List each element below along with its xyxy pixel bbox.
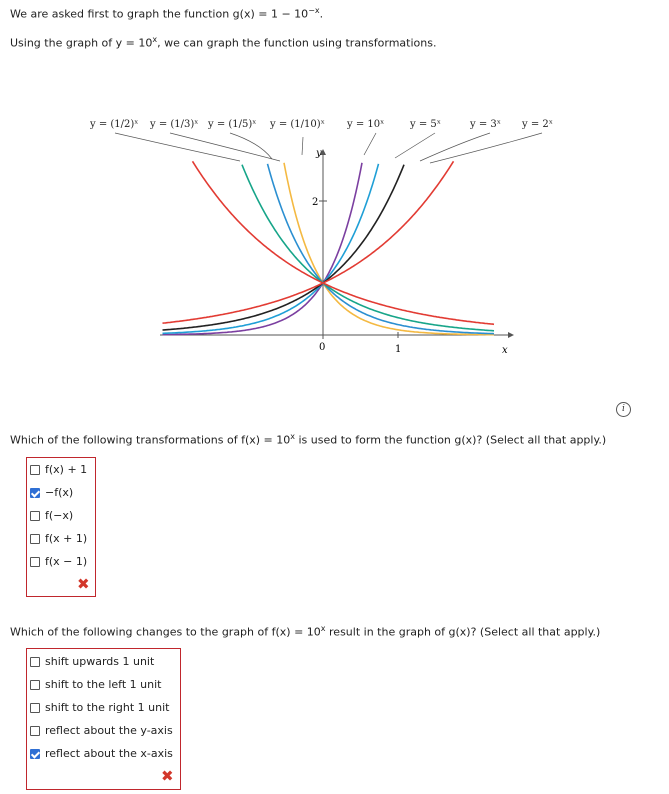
intro-line-1-suffix: . — [319, 7, 324, 21]
label-two: y = 2ˣ — [522, 119, 553, 130]
intro-line-1-text: We are asked first to graph the function g(x) = 1 − 10 — [10, 7, 309, 21]
q1-option-label-2: f(−x) — [45, 509, 74, 522]
question-1-prefix: Which of the following transformations of f(x) = 10 — [10, 433, 291, 447]
q2-checkbox-1[interactable] — [30, 680, 40, 690]
curve-decay-10 — [284, 163, 494, 335]
pointer-third — [170, 133, 280, 161]
info-icon[interactable]: i — [616, 402, 631, 417]
label-five: y = 5ˣ — [410, 119, 441, 130]
q2-checkbox-4[interactable] — [30, 749, 40, 759]
intro-line-2-exponent: x — [152, 35, 158, 44]
question-2-prefix: Which of the following changes to the graph of f(x) = 10 — [10, 625, 321, 639]
curve-decay-2 — [193, 161, 495, 324]
q2-option-label-4: reflect about the x-axis — [45, 747, 173, 760]
q1-checkbox-4[interactable] — [30, 557, 40, 567]
question-2-text — [10, 624, 600, 639]
q2-incorrect-icon: ✖ — [161, 767, 174, 785]
curve-growth-3 — [163, 165, 405, 330]
curve-growth-5 — [163, 164, 379, 333]
q1-option-0[interactable] — [30, 463, 87, 476]
intro-line-1-exponent: −x — [308, 6, 320, 15]
q1-option-1[interactable] — [30, 486, 73, 499]
question-2-exponent: x — [320, 624, 326, 633]
q1-option-4[interactable] — [30, 555, 87, 568]
q2-option-label-0: shift upwards 1 unit — [45, 655, 155, 668]
pointer-ten — [364, 133, 376, 155]
question-1-answer-box — [26, 457, 96, 597]
q2-option-2[interactable] — [30, 701, 170, 714]
q1-incorrect-icon: ✖ — [77, 575, 90, 593]
q1-checkbox-2[interactable] — [30, 511, 40, 521]
pointer-fifth — [230, 133, 272, 159]
curve-decay-3 — [242, 165, 494, 331]
question-2-suffix: result in the graph of g(x)? (Select all that apply.) — [325, 625, 601, 639]
q1-option-label-1: −f(x) — [45, 486, 74, 499]
intro-line-2-suffix: , we can graph the function using transformations. — [157, 36, 437, 50]
q1-option-label-0: f(x) + 1 — [45, 463, 88, 476]
question-1-exponent: x — [290, 432, 295, 441]
label-fifth: y = (1/5)ˣ — [208, 119, 257, 130]
question-1-suffix: is used to form the function g(x)? (Select all that apply.) — [295, 433, 607, 447]
tick-label-x1: 1 — [395, 344, 402, 355]
q2-option-label-2: shift to the right 1 unit — [45, 701, 170, 714]
curve-growth-10 — [163, 163, 363, 335]
label-ten: y = 10ˣ — [347, 119, 385, 130]
q2-option-3[interactable] — [30, 724, 173, 737]
pointer-two — [430, 133, 542, 163]
q2-option-1[interactable] — [30, 678, 161, 691]
q1-checkbox-1[interactable] — [30, 488, 40, 498]
question-1-text — [10, 432, 606, 447]
exponential-graph — [90, 103, 590, 368]
intro-line-2 — [10, 35, 436, 50]
label-three: y = 3ˣ — [470, 119, 501, 130]
q1-option-label-3: f(x + 1) — [45, 532, 88, 545]
curves-group — [163, 161, 495, 334]
label-half: y = (1/2)ˣ — [90, 119, 139, 130]
tick-label-x0: 0 — [319, 342, 326, 353]
q2-option-label-1: shift to the left 1 unit — [45, 678, 162, 691]
q1-checkbox-3[interactable] — [30, 534, 40, 544]
label-third: y = (1/3)ˣ — [150, 119, 199, 130]
x-axis-arrow — [508, 332, 514, 338]
q1-option-2[interactable] — [30, 509, 73, 522]
q1-option-3[interactable] — [30, 532, 87, 545]
pointer-tenth — [302, 137, 303, 155]
q2-option-label-3: reflect about the y-axis — [45, 724, 173, 737]
intro-line-1 — [10, 6, 323, 21]
tick-label-y2: 2 — [312, 197, 319, 208]
question-2-answer-box — [26, 648, 181, 790]
q2-option-0[interactable] — [30, 655, 154, 668]
curve-growth-2 — [163, 161, 454, 323]
q2-option-4[interactable] — [30, 747, 173, 760]
pointer-half — [115, 133, 240, 161]
axis-label-y: y — [316, 148, 322, 159]
label-tenth: y = (1/10)ˣ — [270, 119, 325, 130]
q2-checkbox-3[interactable] — [30, 726, 40, 736]
q2-checkbox-0[interactable] — [30, 657, 40, 667]
q1-checkbox-0[interactable] — [30, 465, 40, 475]
axis-label-x: x — [502, 345, 508, 356]
q1-option-label-4: f(x − 1) — [45, 555, 88, 568]
intro-line-2-text: Using the graph of y = 10 — [10, 36, 153, 50]
q2-checkbox-2[interactable] — [30, 703, 40, 713]
pointer-five — [395, 133, 435, 158]
